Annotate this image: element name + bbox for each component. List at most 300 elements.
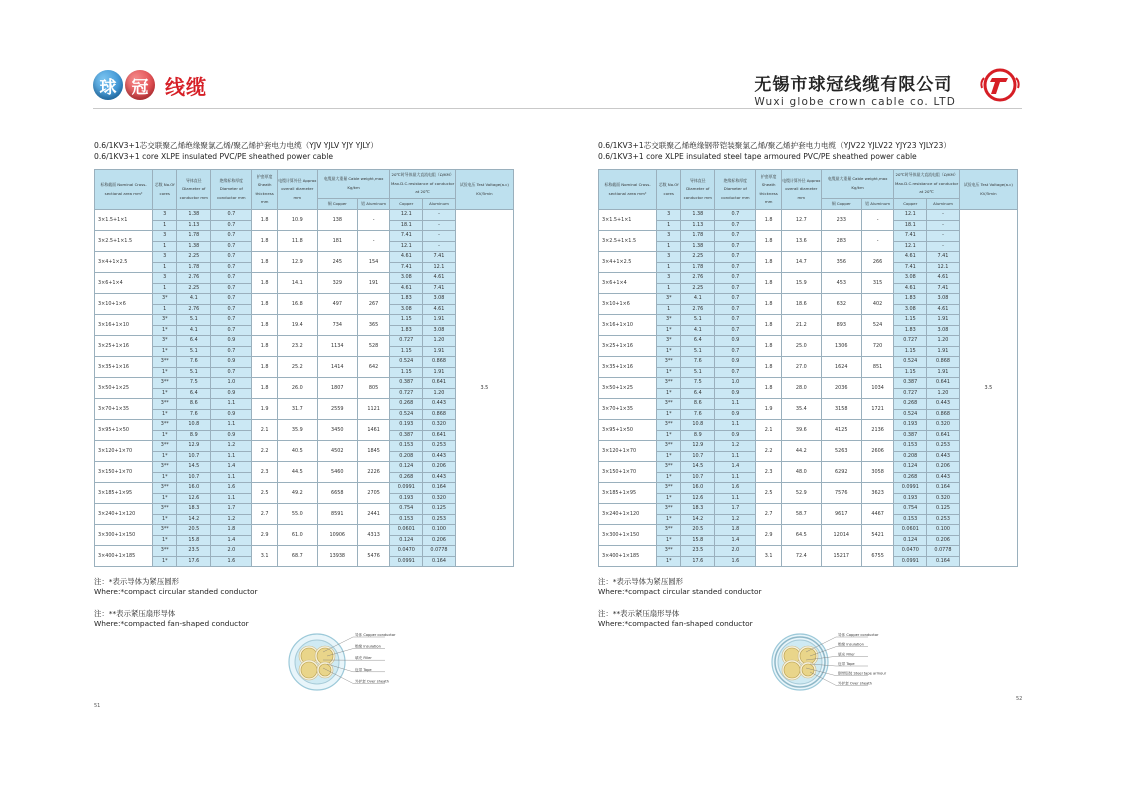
cell-weight-copper: 1414	[317, 357, 357, 378]
cell-weight-copper: 181	[317, 231, 357, 252]
table-row	[599, 504, 1018, 515]
cell-res-aluminum: 4.61	[927, 273, 960, 284]
cell-overall-diameter: 12.7	[781, 210, 821, 231]
cell-cores: 1*	[153, 451, 177, 462]
cell-insulation-thickness: 1.1	[715, 451, 756, 462]
cell-cores: 1*	[657, 346, 681, 357]
cell-res-aluminum: 0.641	[927, 378, 960, 389]
cell-weight-copper: 13938	[317, 546, 357, 567]
cell-insulation-thickness: 0.7	[211, 315, 252, 326]
cell-conductor-diameter: 1.38	[681, 210, 715, 221]
cell-cores: 3**	[657, 504, 681, 515]
cell-conductor-diameter: 1.78	[681, 231, 715, 242]
cell-spec: 3×16+1×10	[95, 315, 153, 336]
cell-cores: 1	[153, 241, 177, 252]
cell-res-aluminum: 0.320	[423, 420, 456, 431]
cell-cores: 3**	[657, 441, 681, 452]
legend-label: 导体 Copper conductor	[355, 633, 396, 637]
cell-weight-aluminum: 6755	[861, 546, 894, 567]
cell-res-aluminum: 1.20	[423, 388, 456, 399]
cell-weight-copper: 12014	[821, 525, 861, 546]
header-weight: 电缆最大重量 Cable weight,max Kg/km	[317, 170, 390, 199]
cell-cores: 3**	[153, 441, 177, 452]
table-row	[95, 525, 514, 536]
cell-cores: 3*	[153, 315, 177, 326]
cell-res-aluminum: 0.100	[927, 525, 960, 536]
cell-weight-copper: 283	[821, 231, 861, 252]
cell-insulation-thickness: 0.7	[211, 294, 252, 305]
cell-cores: 3**	[657, 357, 681, 368]
cell-conductor-diameter: 14.2	[177, 514, 211, 525]
cell-overall-diameter: 64.5	[781, 525, 821, 546]
cell-spec: 3×50+1×25	[599, 378, 657, 399]
cell-spec: 3×50+1×25	[95, 378, 153, 399]
cell-insulation-thickness: 0.7	[211, 210, 252, 221]
cell-spec: 3×4+1×2.5	[95, 252, 153, 273]
conductor-shape	[802, 664, 814, 676]
cell-cores: 1*	[657, 451, 681, 462]
cell-spec: 3×185+1×95	[599, 483, 657, 504]
cell-res-copper: 0.524	[894, 357, 927, 368]
cell-insulation-thickness: 1.1	[211, 399, 252, 410]
logo-char-1: 球	[93, 70, 123, 100]
cell-conductor-diameter: 16.0	[177, 483, 211, 494]
cell-weight-copper: 245	[317, 252, 357, 273]
cell-weight-copper: 8591	[317, 504, 357, 525]
cell-insulation-thickness: 0.7	[715, 252, 756, 263]
cell-res-aluminum: 1.91	[423, 367, 456, 378]
cell-weight-copper: 497	[317, 294, 357, 315]
cell-cores: 1*	[657, 535, 681, 546]
cell-weight-copper: 1134	[317, 336, 357, 357]
cell-res-copper: 0.124	[390, 462, 423, 473]
cell-insulation-thickness: 0.7	[211, 262, 252, 273]
cell-insulation-thickness: 0.9	[715, 388, 756, 399]
cell-conductor-diameter: 10.8	[177, 420, 211, 431]
cell-weight-aluminum: 528	[357, 336, 390, 357]
cell-overall-diameter: 49.2	[277, 483, 317, 504]
cell-res-copper: 1.15	[894, 315, 927, 326]
note-2-en: Where:*compacted fan-shaped conductor	[94, 619, 249, 628]
cell-spec: 3×10+1×6	[599, 294, 657, 315]
cell-insulation-thickness: 0.9	[211, 336, 252, 347]
cell-conductor-diameter: 7.5	[681, 378, 715, 389]
legend-label: 外护套 Over sheath	[838, 681, 872, 686]
cell-cores: 3**	[657, 462, 681, 473]
cell-insulation-thickness: 1.1	[715, 420, 756, 431]
cell-insulation-thickness: 1.2	[211, 514, 252, 525]
cell-test-voltage: 3.5	[455, 210, 513, 567]
cell-cores: 3**	[153, 546, 177, 557]
cell-spec: 3×6+1×4	[599, 273, 657, 294]
cell-insulation-thickness: 1.4	[211, 462, 252, 473]
cell-conductor-diameter: 8.9	[681, 430, 715, 441]
cell-res-copper: 0.153	[390, 514, 423, 525]
cell-overall-diameter: 16.8	[277, 294, 317, 315]
cell-insulation-thickness: 1.1	[211, 420, 252, 431]
cell-cores: 1*	[153, 493, 177, 504]
cell-res-copper: 1.15	[390, 315, 423, 326]
cell-spec: 3×300+1×150	[599, 525, 657, 546]
cell-weight-copper: 10906	[317, 525, 357, 546]
notes	[94, 577, 514, 629]
cell-conductor-diameter: 1.78	[177, 231, 211, 242]
cell-res-aluminum: 0.443	[927, 472, 960, 483]
legend-label: 包带 Tape	[355, 667, 372, 672]
cell-spec: 3×25+1×16	[599, 336, 657, 357]
cell-cores: 3**	[657, 525, 681, 536]
cell-res-copper: 0.0601	[894, 525, 927, 536]
cell-insulation-thickness: 0.7	[715, 241, 756, 252]
table-header-row	[95, 170, 514, 199]
cell-cores: 1*	[657, 493, 681, 504]
cell-conductor-diameter: 10.7	[681, 472, 715, 483]
table-row	[599, 231, 1018, 242]
cell-overall-diameter: 40.5	[277, 441, 317, 462]
cell-insulation-thickness: 0.7	[715, 273, 756, 284]
cell-conductor-diameter: 7.5	[177, 378, 211, 389]
cell-cores: 3	[657, 231, 681, 242]
conductor-shape	[800, 648, 816, 664]
cell-res-aluminum: 0.868	[423, 357, 456, 368]
cell-conductor-diameter: 4.1	[177, 294, 211, 305]
logo-text: 线缆	[165, 74, 207, 99]
cell-res-aluminum: 7.41	[927, 283, 960, 294]
cell-weight-aluminum: 402	[861, 294, 894, 315]
cell-conductor-diameter: 2.76	[681, 273, 715, 284]
cell-overall-diameter: 27.0	[781, 357, 821, 378]
cell-res-aluminum: -	[423, 231, 456, 242]
cell-insulation-thickness: 0.7	[211, 252, 252, 263]
cell-res-aluminum: 1.20	[927, 388, 960, 399]
cell-spec: 3×150+1×70	[95, 462, 153, 483]
cell-conductor-diameter: 5.1	[177, 346, 211, 357]
cell-spec: 3×4+1×2.5	[599, 252, 657, 273]
cell-spec: 3×25+1×16	[95, 336, 153, 357]
cell-sheath-thickness: 1.8	[756, 210, 781, 231]
cell-weight-copper: 632	[821, 294, 861, 315]
cell-res-aluminum: 0.641	[423, 430, 456, 441]
cell-spec: 3×120+1×70	[599, 441, 657, 462]
cell-conductor-diameter: 17.6	[681, 556, 715, 567]
cell-conductor-diameter: 7.6	[177, 357, 211, 368]
cell-insulation-thickness: 0.7	[715, 346, 756, 357]
cell-res-aluminum: 7.41	[927, 252, 960, 263]
cell-res-copper: 7.41	[894, 231, 927, 242]
cell-overall-diameter: 10.9	[277, 210, 317, 231]
cell-weight-aluminum: -	[861, 210, 894, 231]
cell-sheath-thickness: 2.7	[252, 504, 277, 525]
cell-cores: 1*	[153, 430, 177, 441]
cell-cores: 3*	[657, 315, 681, 326]
cell-res-aluminum: 4.61	[423, 304, 456, 315]
cell-res-aluminum: -	[423, 220, 456, 231]
cell-res-aluminum: 0.164	[423, 556, 456, 567]
table-row	[599, 525, 1018, 536]
cell-res-copper: 0.0991	[390, 556, 423, 567]
cell-insulation-thickness: 1.4	[715, 535, 756, 546]
cell-res-copper: 0.208	[894, 451, 927, 462]
cell-res-aluminum: 0.641	[423, 378, 456, 389]
table-row	[599, 420, 1018, 431]
page-number: 51	[94, 703, 101, 709]
cell-sheath-thickness: 1.8	[252, 378, 277, 399]
cell-res-copper: 0.0601	[390, 525, 423, 536]
cell-res-copper: 1.15	[390, 346, 423, 357]
cell-spec: 3×300+1×150	[95, 525, 153, 546]
cell-overall-diameter: 72.4	[781, 546, 821, 567]
cell-weight-copper: 9617	[821, 504, 861, 525]
cell-conductor-diameter: 8.6	[177, 399, 211, 410]
cell-weight-aluminum: 266	[861, 252, 894, 273]
cell-insulation-thickness: 0.9	[715, 409, 756, 420]
table-row	[599, 357, 1018, 368]
cell-res-copper: 1.15	[894, 346, 927, 357]
cell-res-aluminum: 3.08	[423, 294, 456, 305]
cell-insulation-thickness: 0.7	[715, 294, 756, 305]
cell-weight-aluminum: 1845	[357, 441, 390, 462]
cell-cores: 1	[657, 304, 681, 315]
cell-weight-aluminum: 5421	[861, 525, 894, 546]
cell-insulation-thickness: 1.1	[715, 472, 756, 483]
legend-label: 导体 Copper conductor	[838, 633, 879, 637]
cell-conductor-diameter: 12.6	[681, 493, 715, 504]
cell-weight-aluminum: -	[357, 231, 390, 252]
cell-conductor-diameter: 5.1	[177, 315, 211, 326]
cell-res-copper: 4.61	[894, 252, 927, 263]
cell-weight-aluminum: 315	[861, 273, 894, 294]
cell-res-aluminum: 0.206	[423, 535, 456, 546]
cell-res-aluminum: 0.206	[423, 462, 456, 473]
cell-insulation-thickness: 2.0	[715, 546, 756, 557]
note-1-cn: 注：*表示导体为紧压圆形	[598, 577, 683, 586]
cell-overall-diameter: 44.5	[277, 462, 317, 483]
cell-weight-copper: 5460	[317, 462, 357, 483]
cell-conductor-diameter: 2.25	[177, 252, 211, 263]
cell-overall-diameter: 14.1	[277, 273, 317, 294]
header-res-aluminum: Aluminum	[423, 198, 456, 210]
cell-cores: 1	[657, 283, 681, 294]
cell-weight-aluminum: 1034	[861, 378, 894, 399]
cell-cores: 3**	[657, 420, 681, 431]
cell-overall-diameter: 15.9	[781, 273, 821, 294]
notes	[598, 577, 1018, 629]
cell-res-copper: 3.08	[894, 273, 927, 284]
cell-weight-copper: 453	[821, 273, 861, 294]
cell-res-aluminum: 0.164	[927, 483, 960, 494]
cell-spec: 3×400+1×185	[599, 546, 657, 567]
cell-insulation-thickness: 0.7	[715, 304, 756, 315]
cell-insulation-thickness: 1.4	[211, 535, 252, 546]
cell-cores: 3**	[657, 378, 681, 389]
cell-conductor-diameter: 23.5	[681, 546, 715, 557]
cell-weight-aluminum: 805	[357, 378, 390, 399]
cell-overall-diameter: 61.0	[277, 525, 317, 546]
cell-insulation-thickness: 0.7	[211, 283, 252, 294]
cell-overall-diameter: 55.0	[277, 504, 317, 525]
cell-overall-diameter: 28.0	[781, 378, 821, 399]
cell-test-voltage: 3.5	[959, 210, 1017, 567]
cell-spec: 3×1.5+1×1	[95, 210, 153, 231]
cell-spec: 3×70+1×35	[599, 399, 657, 420]
cell-conductor-diameter: 10.8	[681, 420, 715, 431]
cell-conductor-diameter: 12.6	[177, 493, 211, 504]
cell-weight-aluminum: 2705	[357, 483, 390, 504]
page-right	[598, 140, 1018, 629]
cell-cores: 3*	[153, 336, 177, 347]
cell-res-aluminum: 4.61	[927, 304, 960, 315]
cell-insulation-thickness: 1.8	[715, 525, 756, 536]
cell-conductor-diameter: 1.38	[681, 241, 715, 252]
cell-sheath-thickness: 1.8	[756, 357, 781, 378]
cell-spec: 3×35+1×16	[599, 357, 657, 378]
cell-insulation-thickness: 0.7	[715, 262, 756, 273]
cell-res-aluminum: 0.253	[927, 514, 960, 525]
cell-insulation-thickness: 0.9	[715, 430, 756, 441]
table-row	[95, 378, 514, 389]
cell-res-copper: 12.1	[390, 210, 423, 221]
cell-res-copper: 0.124	[390, 535, 423, 546]
cell-conductor-diameter: 2.25	[681, 283, 715, 294]
cell-weight-aluminum: 2606	[861, 441, 894, 462]
cable-cross-section-diagram	[285, 627, 425, 697]
cell-res-aluminum: 0.253	[927, 441, 960, 452]
cell-res-copper: 1.83	[390, 325, 423, 336]
cell-res-aluminum: 0.164	[927, 556, 960, 567]
cell-res-copper: 18.1	[390, 220, 423, 231]
header-overall-diameter: 电缆计算外径 Approx overall diameter mm	[781, 170, 821, 210]
cell-cores: 3	[657, 210, 681, 221]
cell-cores: 3**	[153, 483, 177, 494]
cell-sheath-thickness: 2.5	[252, 483, 277, 504]
header-resistance: 20℃时导体最大直流电阻（Ω/KM） Max.D.C.resistance of conductor at 20℃	[894, 170, 959, 199]
cell-res-copper: 7.41	[894, 262, 927, 273]
cell-res-aluminum: 0.320	[423, 493, 456, 504]
cell-insulation-thickness: 0.7	[715, 315, 756, 326]
cell-conductor-diameter: 2.25	[681, 252, 715, 263]
table-row	[599, 483, 1018, 494]
cell-res-aluminum: 1.91	[927, 367, 960, 378]
cell-res-copper: 1.15	[390, 367, 423, 378]
cell-conductor-diameter: 10.7	[681, 451, 715, 462]
header-weight-copper: 铜 Copper	[317, 198, 357, 210]
cell-spec: 3×400+1×185	[95, 546, 153, 567]
cell-weight-aluminum: 642	[357, 357, 390, 378]
cell-insulation-thickness: 1.6	[211, 483, 252, 494]
note-1-cn: 注：*表示导体为紧压圆形	[94, 577, 179, 586]
cell-res-copper: 0.0470	[390, 546, 423, 557]
cell-res-aluminum: 0.443	[423, 451, 456, 462]
cell-res-copper: 0.524	[390, 409, 423, 420]
header-weight-aluminum: 铝 Aluminum	[861, 198, 894, 210]
table-row	[95, 252, 514, 263]
cell-insulation-thickness: 0.7	[715, 210, 756, 221]
cell-overall-diameter: 25.2	[277, 357, 317, 378]
cell-weight-copper: 138	[317, 210, 357, 231]
cell-conductor-diameter: 14.5	[681, 462, 715, 473]
cell-spec: 3×35+1×16	[95, 357, 153, 378]
cell-res-copper: 0.0991	[894, 483, 927, 494]
cell-conductor-diameter: 1.38	[177, 210, 211, 221]
cell-insulation-thickness: 0.7	[211, 304, 252, 315]
cell-res-aluminum: -	[927, 220, 960, 231]
cell-res-aluminum: 1.91	[927, 346, 960, 357]
cell-cores: 3	[153, 231, 177, 242]
cell-res-copper: 1.83	[894, 325, 927, 336]
cell-insulation-thickness: 0.9	[211, 357, 252, 368]
cell-weight-copper: 6292	[821, 462, 861, 483]
cell-weight-copper: 1306	[821, 336, 861, 357]
cell-spec: 3×10+1×6	[95, 294, 153, 315]
cell-conductor-diameter: 1.78	[177, 262, 211, 273]
cell-cores: 1*	[153, 514, 177, 525]
cell-weight-aluminum: 5476	[357, 546, 390, 567]
header-weight-copper: 铜 Copper	[821, 198, 861, 210]
cell-insulation-thickness: 1.2	[211, 441, 252, 452]
cell-cores: 3**	[153, 378, 177, 389]
cell-conductor-diameter: 14.5	[177, 462, 211, 473]
cell-res-copper: 1.83	[390, 294, 423, 305]
cell-res-copper: 0.153	[894, 441, 927, 452]
cell-res-copper: 4.61	[390, 283, 423, 294]
table-row	[95, 546, 514, 557]
cell-res-aluminum: 7.41	[423, 252, 456, 263]
cell-cores: 3**	[153, 525, 177, 536]
cell-weight-aluminum: 2226	[357, 462, 390, 483]
legend-label: 绝缘 Insulation	[355, 644, 381, 649]
header-insulation-thickness: 绝缘标称厚度 Diameter of conductor mm	[211, 170, 252, 210]
cell-cores: 3**	[657, 399, 681, 410]
cell-res-copper: 7.41	[390, 262, 423, 273]
note-2-cn: 注：**表示紧压扇形导体	[94, 609, 176, 618]
legend-label: 绝缘 Insulation	[838, 642, 864, 647]
cell-conductor-diameter: 17.6	[177, 556, 211, 567]
cell-insulation-thickness: 1.7	[715, 504, 756, 515]
cell-conductor-diameter: 1.78	[681, 262, 715, 273]
cell-conductor-diameter: 1.13	[177, 220, 211, 231]
table-row	[95, 399, 514, 410]
cell-weight-copper: 6658	[317, 483, 357, 504]
cell-sheath-thickness: 1.8	[756, 252, 781, 273]
cell-cores: 3	[153, 273, 177, 284]
cell-weight-copper: 1624	[821, 357, 861, 378]
cell-res-copper: 12.1	[894, 210, 927, 221]
cell-conductor-diameter: 2.76	[681, 304, 715, 315]
cell-res-aluminum: -	[927, 210, 960, 221]
cell-sheath-thickness: 3.1	[252, 546, 277, 567]
cell-weight-aluminum: 1461	[357, 420, 390, 441]
cell-overall-diameter: 12.9	[277, 252, 317, 273]
cell-weight-copper: 2036	[821, 378, 861, 399]
table-row	[599, 441, 1018, 452]
cell-insulation-thickness: 0.7	[715, 367, 756, 378]
page-title-en: 0.6/1KV3+1 core XLPE insulated steel tape armoured PVC/PE sheathed power cable	[598, 152, 917, 161]
cell-insulation-thickness: 1.1	[715, 493, 756, 504]
header-test-voltage: 试验电压 Test Voltage(a.c) KV/5min	[455, 170, 513, 210]
cell-conductor-diameter: 1.38	[177, 241, 211, 252]
cell-sheath-thickness: 1.9	[252, 399, 277, 420]
cell-conductor-diameter: 4.1	[177, 325, 211, 336]
cell-conductor-diameter: 18.3	[681, 504, 715, 515]
cell-sheath-thickness: 1.8	[252, 357, 277, 378]
cell-res-aluminum: 0.0778	[927, 546, 960, 557]
cell-res-aluminum: 0.641	[927, 430, 960, 441]
note-1-en: Where:*compact circular standed conductor	[94, 587, 258, 596]
cell-res-copper: 0.387	[894, 430, 927, 441]
cell-res-aluminum: 0.125	[927, 504, 960, 515]
cell-cores: 1*	[657, 514, 681, 525]
table-row	[599, 462, 1018, 473]
